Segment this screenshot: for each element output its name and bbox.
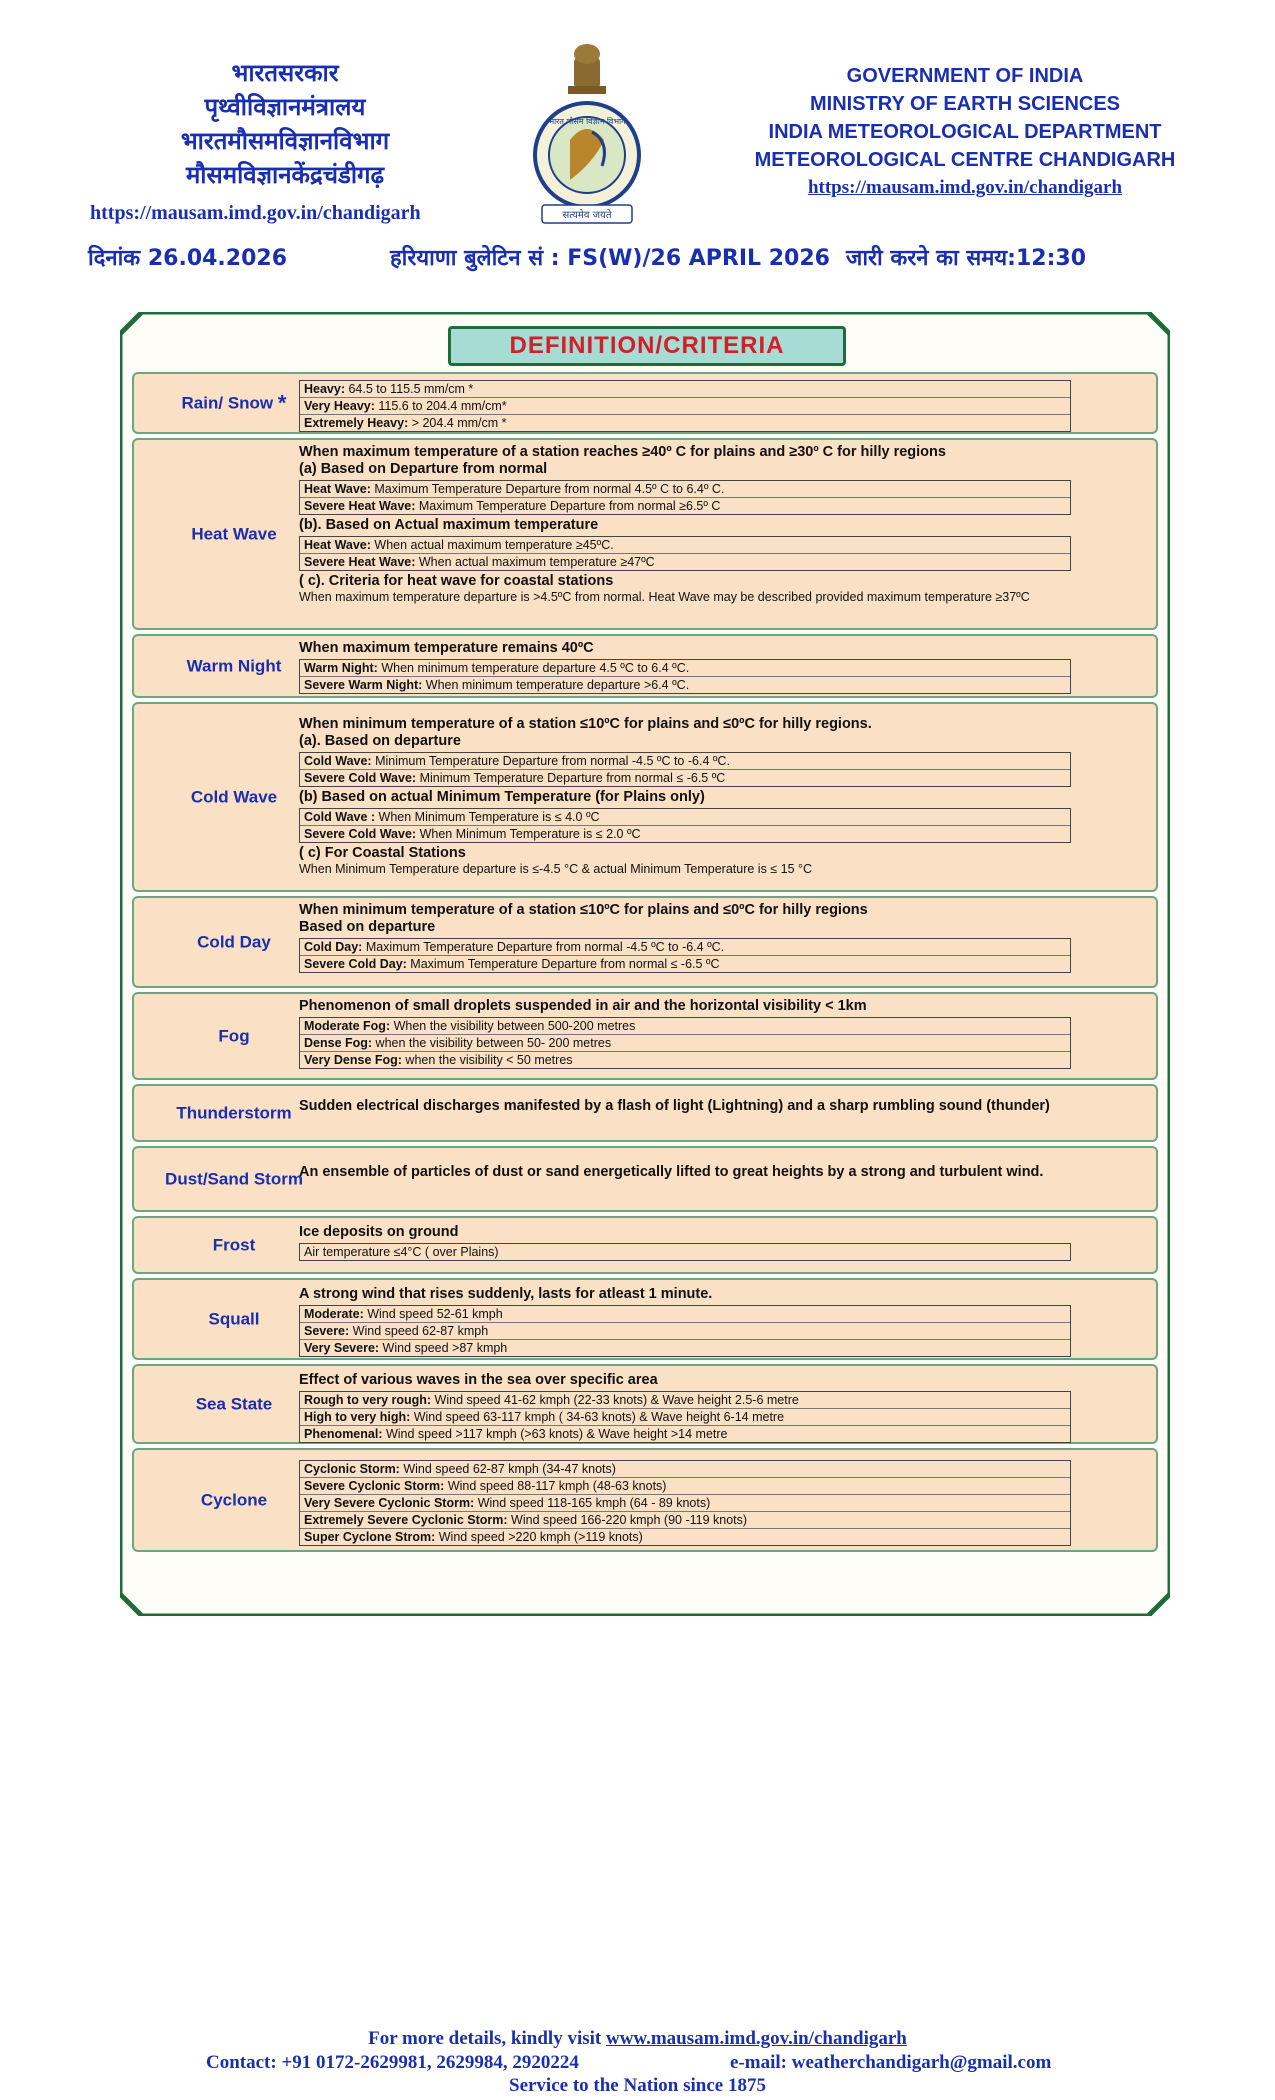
squall-intro: A strong wind that rises suddenly, lasts for atleast 1 minute. <box>299 1286 713 1302</box>
warm-row-2: Severe Warm Night: When minimum temperature departure >6.4 ºC. <box>304 678 690 692</box>
rain-box <box>299 380 1071 432</box>
footer-email[interactable]: e-mail: weatherchandigarh@gmail.com <box>730 2052 1052 2073</box>
thunder-text: Sudden electrical discharges manifested by a flash of light (Lightning) and a sharp rumbling sound (thunder) <box>299 1098 1050 1114</box>
english-line-1: GOVERNMENT OF INDIA <box>846 65 1084 87</box>
cyclone-row-4: Extremely Severe Cyclonic Storm: Wind speed 166-220 kmph (90 -119 knots) <box>300 1512 1070 1529</box>
cyclone-row-5: Super Cyclone Strom: Wind speed >220 kmph (>119 knots) <box>304 1530 643 1544</box>
footer-service: Service to the Nation since 1875 <box>509 2075 766 2096</box>
row-cyclone <box>132 1448 1158 1552</box>
cold-b-row-1: Cold Wave : When Minimum Temperature is ≤ 4.0 ºC <box>300 809 1070 826</box>
cyclone-box <box>299 1460 1071 1546</box>
row-heat-wave <box>132 438 1158 630</box>
english-line-3: INDIA METEOROLOGICAL DEPARTMENT <box>768 121 1162 143</box>
label-sea-state: Sea State <box>195 1394 273 1414</box>
criteria-title: DEFINITION/CRITERIA <box>448 326 846 366</box>
squall-box <box>299 1305 1071 1357</box>
footer-visit-line <box>0 2028 1275 2050</box>
warm-box <box>299 659 1071 694</box>
issue-time: जारी करने का समय:12:30 <box>846 246 1087 271</box>
hindi-line-2: पृथ्वीविज्ञानमंत्रालय <box>204 93 366 121</box>
cold-c-text: When Minimum Temperature departure is ≤-4.5 °C & actual Minimum Temperature is ≤ 15 °C <box>299 862 813 876</box>
rain-heavy: Heavy: 64.5 to 115.5 mm/cm * <box>300 381 1070 398</box>
cyclone-row-1: Cyclonic Storm: Wind speed 62-87 kmph (34-47 knots) <box>300 1461 1070 1478</box>
row-fog <box>132 992 1158 1080</box>
coldday-row-2: Severe Cold Day: Maximum Temperature Departure from normal ≤ -6.5 ºC <box>304 957 720 971</box>
cyclone-row-2: Severe Cyclonic Storm: Wind speed 88-117 kmph (48-63 knots) <box>300 1478 1070 1495</box>
squall-row-2: Severe: Wind speed 62-87 kmph <box>300 1323 1070 1340</box>
criteria-panel <box>120 312 1170 1616</box>
fog-row-3: Very Dense Fog: when the visibility < 50 metres <box>304 1053 573 1067</box>
right-url-link[interactable]: https://mausam.imd.gov.in/chandigarh <box>807 177 1123 198</box>
english-line-2: MINISTRY OF EARTH SCIENCES <box>809 93 1121 115</box>
sea-row-1: Rough to very rough: Wind speed 41-62 kmph (22-33 knots) & Wave height 2.5-6 metre <box>300 1392 1070 1409</box>
fog-row-2: Dense Fog: when the visibility between 50- 200 metres <box>300 1035 1070 1052</box>
coldday-row-1: Cold Day: Maximum Temperature Departure from normal -4.5 ºC to -6.4 ºC. <box>300 939 1070 956</box>
row-warm-night <box>132 634 1158 698</box>
cyclone-row-3: Very Severe Cyclonic Storm: Wind speed 118-165 kmph (64 - 89 knots) <box>300 1495 1070 1512</box>
cold-b-box <box>299 808 1071 843</box>
bulletin-number: हरियाणा बुलेटिन सं : FS(W)/26 APRIL 2026 <box>390 246 830 271</box>
label-cyclone: Cyclone <box>200 1490 268 1510</box>
label-squall: Squall <box>208 1309 260 1329</box>
heat-b-box <box>299 536 1071 571</box>
row-rain-snow <box>132 372 1158 434</box>
footer-contact: Contact: +91 0172-2629981, 2629984, 2920224 <box>206 2052 579 2073</box>
squall-row-1: Moderate: Wind speed 52-61 kmph <box>300 1306 1070 1323</box>
header-hindi-block <box>90 56 480 230</box>
cold-b: (b) Based on actual Minimum Temperature (for Plains only) <box>299 789 705 805</box>
label-cold-wave: Cold Wave <box>190 787 278 807</box>
squall-row-3: Very Severe: Wind speed >87 kmph <box>304 1341 508 1355</box>
footer-url-link[interactable]: www.mausam.imd.gov.in/chandigarh <box>605 2028 907 2049</box>
coldday-intro: When minimum temperature of a station ≤10ºC for plains and ≤0ºC for hilly regions <box>299 902 868 918</box>
heat-b-row-2: Severe Heat Wave: When actual maximum temperature ≥47ºC <box>304 555 655 569</box>
cold-intro: When minimum temperature of a station ≤10ºC for plains and ≤0ºC for hilly regions. <box>299 716 872 732</box>
sea-row-3: Phenomenal: Wind speed >117 kmph (>63 knots) & Wave height >14 metre <box>304 1427 728 1441</box>
row-cold-wave <box>132 702 1158 892</box>
dust-text: An ensemble of particles of dust or sand energetically lifted to great heights by a strong and turbulent wind. <box>299 1164 1044 1180</box>
label-thunderstorm: Thunderstorm <box>176 1103 292 1123</box>
footer-visit-prefix: For more details, kindly visit <box>368 2028 606 2049</box>
heat-intro: When maximum temperature of a station reaches ≥40º C for plains and ≥30º C for hilly regions <box>299 444 946 460</box>
warm-intro: When maximum temperature remains 40ºC <box>299 640 594 656</box>
cold-b-row-2: Severe Cold Wave: When Minimum Temperature is ≤ 2.0 ºC <box>304 827 641 841</box>
heat-a-box <box>299 480 1071 515</box>
rain-very-heavy: Very Heavy: 115.6 to 204.4 mm/cm* <box>300 398 1070 415</box>
heat-c: ( c). Criteria for heat wave for coastal stations <box>299 573 614 589</box>
heat-b-row-1: Heat Wave: When actual maximum temperature ≥45ºC. <box>300 537 1070 554</box>
label-fog: Fog <box>218 1026 250 1046</box>
row-sea-state <box>132 1364 1158 1444</box>
english-line-4: METEOROLOGICAL CENTRE CHANDIGARH <box>754 149 1176 171</box>
frost-intro: Ice deposits on ground <box>299 1224 459 1240</box>
heat-b: (b). Based on Actual maximum temperature <box>299 517 599 533</box>
label-rain-snow: Rain/ Snow * <box>181 390 287 416</box>
label-dust-storm: Dust/Sand Storm <box>165 1169 303 1189</box>
cold-a: (a). Based on departure <box>299 733 461 749</box>
logo-text: भारत मौसम विज्ञान विभाग <box>548 117 626 126</box>
fog-row-1: Moderate Fog: When the visibility between 500-200 metres <box>300 1018 1070 1035</box>
heat-c-text: When maximum temperature departure is >4.5ºC from normal. Heat Wave may be described provided maximum temperature ≥37ºC <box>299 590 1030 604</box>
cold-a-box <box>299 752 1071 787</box>
row-dust-storm <box>132 1146 1158 1212</box>
sea-row-2: High to very high: Wind speed 63-117 kmph ( 34-63 knots) & Wave height 6-14 metre <box>300 1409 1070 1426</box>
coldday-a: Based on departure <box>299 919 436 935</box>
cold-a-row-1: Cold Wave: Minimum Temperature Departure from normal -4.5 ºC to -6.4 ºC. <box>300 753 1070 770</box>
imd-emblem-logo <box>522 40 652 230</box>
row-cold-day <box>132 896 1158 988</box>
left-url-link[interactable]: https://mausam.imd.gov.in/chandigarh <box>90 202 421 224</box>
label-warm-night: Warm Night <box>186 656 282 676</box>
frost-box <box>299 1243 1071 1261</box>
cold-a-row-2: Severe Cold Wave: Minimum Temperature Departure from normal ≤ -6.5 ºC <box>304 771 726 785</box>
sea-box <box>299 1391 1071 1443</box>
label-heat-wave: Heat Wave <box>191 524 277 544</box>
heat-a: (a) Based on Departure from normal <box>299 461 548 477</box>
emblem-motto: सत्यमेव जयते <box>562 210 612 221</box>
fog-box <box>299 1017 1071 1069</box>
hindi-line-4: मौसमविज्ञानकेंद्रचंडीगढ़ <box>185 161 385 189</box>
hindi-line-3: भारतमौसमविज्ञानविभाग <box>180 127 390 155</box>
label-cold-day: Cold Day <box>197 932 271 952</box>
warm-row-1: Warm Night: When minimum temperature departure 4.5 ºC to 6.4 ºC. <box>300 660 1070 677</box>
heat-a-row-1: Heat Wave: Maximum Temperature Departure from normal 4.5º C to 6.4º C. <box>300 481 1070 498</box>
hindi-line-1: भारतसरकार <box>231 59 339 87</box>
cold-c: ( c) For Coastal Stations <box>299 845 466 861</box>
rain-extremely-heavy: Extremely Heavy: > 204.4 mm/cm * <box>304 416 507 430</box>
fog-intro: Phenomenon of small droplets suspended in air and the horizontal visibility < 1km <box>299 998 867 1014</box>
bulletin-date: दिनांक 26.04.2026 <box>88 246 288 271</box>
row-thunderstorm <box>132 1084 1158 1142</box>
row-frost <box>132 1216 1158 1274</box>
heat-a-row-2: Severe Heat Wave: Maximum Temperature Departure from normal ≥6.5º C <box>304 499 721 513</box>
frost-row: Air temperature ≤4°C ( over Plains) <box>304 1245 499 1259</box>
coldday-box <box>299 938 1071 973</box>
row-squall <box>132 1278 1158 1360</box>
sea-intro: Effect of various waves in the sea over specific area <box>299 1372 658 1388</box>
header-english-block <box>730 62 1200 202</box>
label-frost: Frost <box>212 1235 256 1255</box>
